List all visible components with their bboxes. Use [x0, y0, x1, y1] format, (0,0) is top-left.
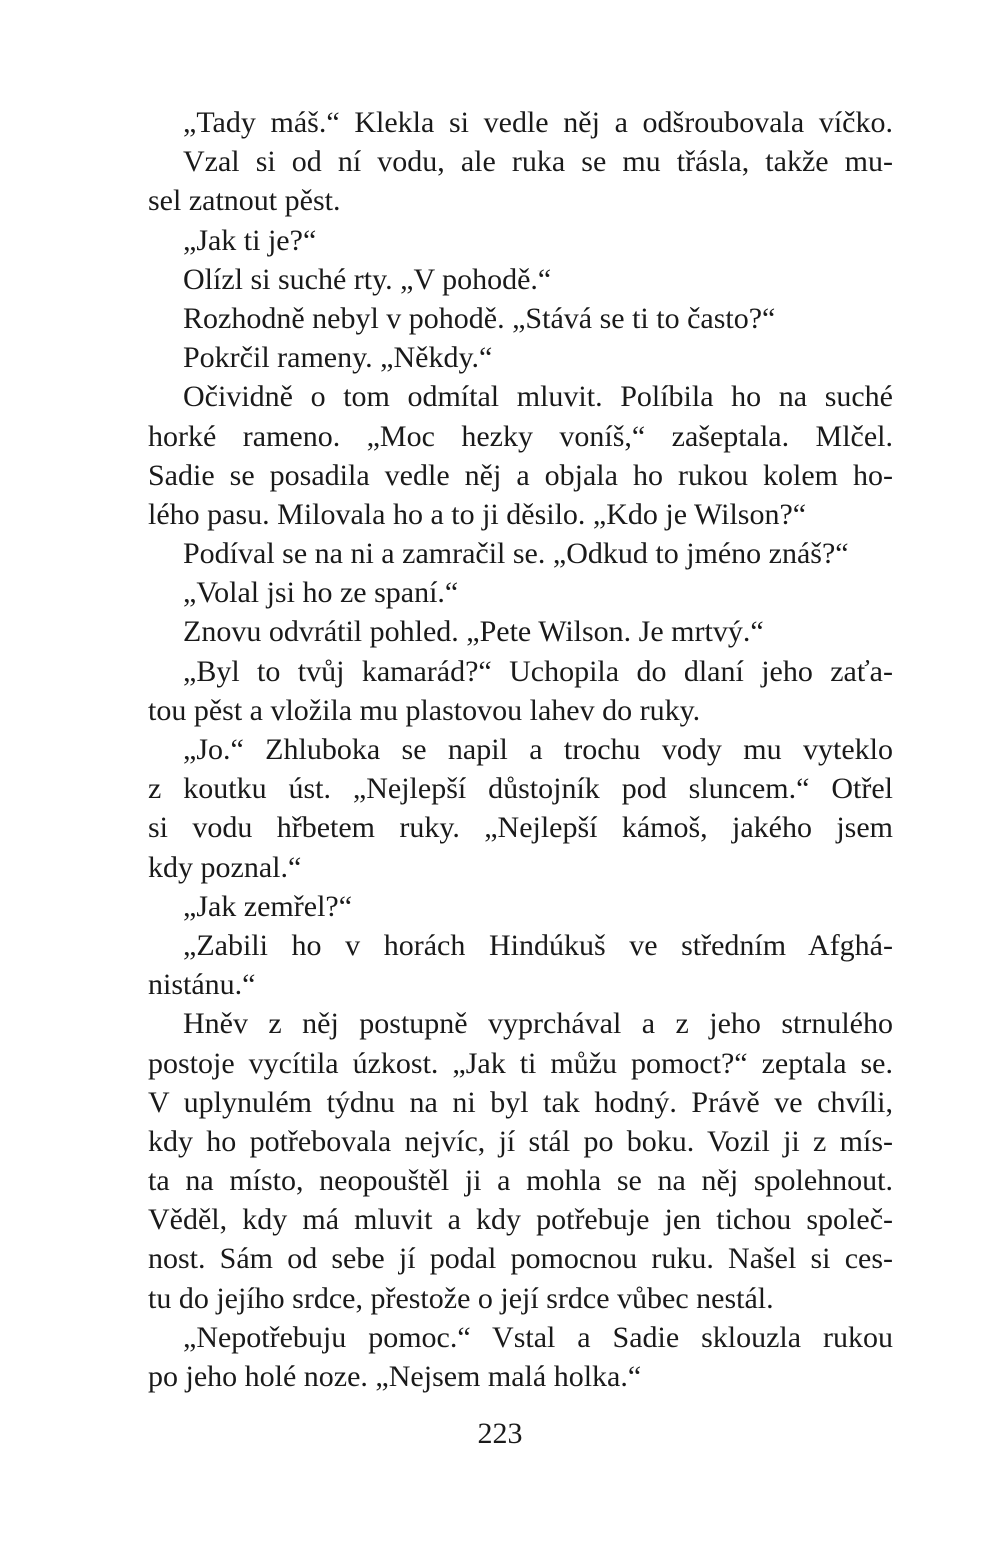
text-line: „Tady máš.“ Klekla si vedle něj a odšroubovala víčko.: [183, 106, 893, 139]
text-line: Olízl si suché rty. „V pohodě.“: [183, 262, 552, 296]
text-line: horké rameno. „Moc hezky voníš,“ zašeptala. Mlčel.: [148, 419, 893, 453]
text-line: Věděl, kdy má mluvit a kdy potřebuje jen tichou společ-: [148, 1203, 893, 1237]
body-text: [148, 103, 893, 1396]
text-line: Vzal si od ní vodu, ale ruka se mu třásla, takže mu-: [183, 145, 893, 179]
text-line: „Byl to tvůj kamarád?“ Uchopila do dlaní jeho zaťa-: [183, 654, 893, 688]
text-line: po jeho holé noze. „Nejsem malá holka.“: [148, 1360, 642, 1393]
text-line: Rozhodně nebyl v pohodě. „Stává se ti to často?“: [183, 301, 776, 335]
page-number: 223: [477, 1417, 523, 1450]
text-line: tu do jejího srdce, přestože o její srdce vůbec nestál.: [148, 1281, 774, 1315]
text-line: „Nepotřebuju pomoc.“ Vstal a Sadie sklouzla rukou: [183, 1320, 893, 1354]
text-line: „Jak zemřel?“: [183, 889, 353, 923]
text-line: tou pěst a vložila mu plastovou lahev do ruky.: [148, 693, 701, 727]
text-line: „Jo.“ Zhluboka se napil a trochu vody mu vyteklo: [183, 733, 893, 766]
text-line: Hněv z něj postupně vyprchával a z jeho strnulého: [183, 1007, 893, 1041]
text-line: „Jak ti je?“: [183, 223, 317, 257]
text-line: Pokrčil rameny. „Někdy.“: [183, 341, 493, 375]
text-line: nistánu.“: [148, 968, 256, 1002]
text-line: Podíval se na ni a zamračil se. „Odkud to jméno znáš?“: [183, 537, 849, 571]
text-line: V uplynulém týdnu na ni byl tak hodný. Právě ve chvíli,: [148, 1085, 893, 1119]
text-line: Očividně o tom odmítal mluvit. Políbila ho na suché: [183, 380, 893, 414]
text-line: kdy ho potřebovala nejvíc, jí stál po boku. Vozil ji z mís-: [148, 1124, 893, 1158]
text-line: Znovu odvrátil pohled. „Pete Wilson. Je mrtvý.“: [183, 615, 764, 649]
text-line: „Volal jsi ho ze spaní.“: [183, 576, 459, 610]
text-line: kdy poznal.“: [148, 850, 302, 884]
text-line: ta na místo, neopouštěl ji a mohla se na něj spolehnout.: [148, 1164, 893, 1198]
text-line: Sadie se posadila vedle něj a objala ho rukou kolem ho-: [148, 458, 893, 492]
text-line: z koutku úst. „Nejlepší důstojník pod sluncem.“ Otřel: [148, 772, 893, 806]
text-line: lého pasu. Milovala ho a to ji děsilo. „Kdo je Wilson?“: [148, 497, 807, 531]
text-line: nost. Sám od sebe jí podal pomocnou ruku. Našel si ces-: [148, 1242, 893, 1276]
text-line: „Zabili ho v horách Hindúkuš ve středním Afghá-: [183, 928, 893, 962]
text-line: postoje vycítila úzkost. „Jak ti můžu pomoct?“ zeptala se.: [148, 1046, 893, 1080]
text-line: sel zatnout pěst.: [148, 184, 341, 218]
text-line: si vodu hřbetem ruky. „Nejlepší kámoš, jakého jsem: [148, 811, 893, 845]
